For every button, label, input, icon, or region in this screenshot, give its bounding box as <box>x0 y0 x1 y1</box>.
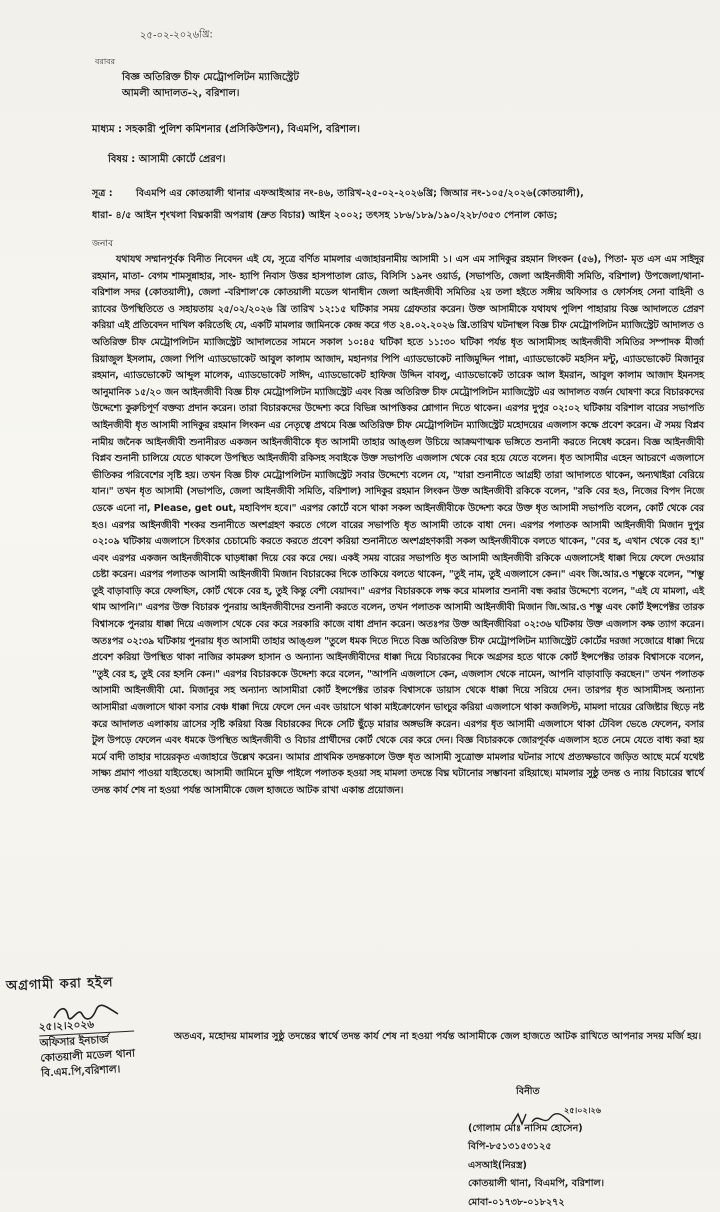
signer-rank: এসআই(নিরস্ত্র) <box>468 1157 604 1176</box>
forwarded-stamp: অগ্রগামী করা হইল <box>6 973 114 998</box>
to-label: বরাবর <box>95 56 115 69</box>
reference-text-1: বিএমপি এর কোতয়ালী থানার এফআইআর নং-৪৬, তারিখ-২৫-০২-২০২৬খ্রি; জিআর নং-১০৫/২০২৬(কোতয়ালী), <box>136 188 584 199</box>
subject-row <box>108 152 225 169</box>
subject-value: আসামী কোর্টে প্রেরণ। <box>139 154 226 165</box>
signoff-label: বিনীত <box>516 1083 604 1102</box>
recipient-line-1: বিজ্ঞ অতিরিক্ত চীফ মেট্রোপলিটন ম্যাজিস্ট্রেট <box>122 70 299 86</box>
document-date: ২৫-০২-২০২৬খ্রি: <box>140 27 213 45</box>
reference-block <box>92 183 702 227</box>
madhyam-value: সহকারী পুলিশ কমিশনার (প্রসিকিউশন), বিএমপি, বরিশাল। <box>125 124 359 135</box>
madhyam-row <box>92 122 360 139</box>
signer-signature-icon <box>510 1110 580 1130</box>
salutation: জনাব <box>92 236 113 251</box>
body-section <box>92 252 704 800</box>
signer-name: (গোলাম মোঃ নাসিম হোসেন) <box>468 1120 604 1139</box>
reference-line-2: ধারা- ৪/৫ আইন শৃংখলা বিঘ্নকারী অপরাধ (দ্রুত বিচার) আইন ২০০২; তৎসহ ১৮৬/১৮৯/১৯০/২২৮/৩৫৩ পেনাল কোড; <box>92 205 702 227</box>
closing-section <box>150 1028 705 1046</box>
body-paragraph: যথাযথ সম্মানপূর্বক বিনীত নিবেদন এই যে, সূত্রে বর্ণিত মামলার এজাহারনামীয় আসামী ১। এস এম সাদিকুর রহমান লিংকন (৫৬), পিতা- মৃত এস এম সাইদুর রহমান, মাতা- বেগম শামসুন্নাহার, সাং- হ্যাপি নিবাস উত্তর হাসপাতাল রোড, বিসিসি ১৯নং ওয়ার্ড, (সভাপতি, জেলা আইনজীবী সমিতি, বরিশাল) উপজেলা/থানা- বরিশাল সদর (কোতয়ালী), জেলা -বরিশাল'কে কোতয়ালী মডেল থানাধীন জেলা আইনজীবী সমিতির ২য় তলা হইতে সঙ্গীয় অফিসার ও ফোর্সসহ সেনা বাহিনী ও র‍্যাবের উপস্থিতিতে ও সহায়তায় ২৫/০২/২০২৬ খ্রি তারিখ ১২:১৫ ঘটিকার সময় গ্রেফতার করেন। উক্ত আসামীকে যথাযথ পুলিশ পাহারায় বিজ্ঞ আদালতে প্রেরণ করিয়া এই প্রতিবেদন দাখিল করিতেছি যে, একটি মামলার জামিনকে কেন্দ্র করে গত ২৪.০২.২০২৬ খ্রি.তারিখ ঘটনাস্থল বিজ্ঞ চীফ মেট্রোপলিটন ম্যাজিস্ট্রেট আদালত ও অতিরিক্ত চীফ মেট্রোপলিটন ম্যাজিস্ট্রেট আদালতের সামনে সকাল ১০:৪৫ ঘটিকা হতে ১১:৩০ ঘটিকা পর্যন্ত ধৃত আসামীসহ আইনজীবী সমিতির সম্পাদক মীর্জা রিয়াজুল ইসলাম, জেলা পিপি এ্যাডভোকেট আবুল কালাম আজাদ, মহানগর পিপি এ্যাডভোকেট নাজিমুদ্দিন পান্না, এ্যাডভোকেট মহসিন মন্টু, এ্যাডভোকেট মিজানুর রহমান, এ্যাডভোকেট আব্দুল মালেক, এ্যাডভোকেট সাঈদ, এ্যাডভোকেট হাফিজ উদ্দিন বাবলু, এ্যাডভোকেট তারেক আল ইমরান, আবুল কালাম আজাদ ইমনসহ আনুমানিক ১৫/২০ জন আইনজীবী বিজ্ঞ চীফ মেট্রোপলিটন ম্যাজিস্ট্রেট এবং বিজ্ঞ অতিরিক্ত চীফ মেট্রোপলিটন ম্যাজিস্ট্রেট এর আদালত বর্জন ঘোষণা করে বিচারকদের উদ্দেশ্যে কুরুচিপূর্ণ বক্তব্য প্রদান করেন। তারা বিচারকদের উদ্দেশ্য করে বিভিন্ন আপত্তিকর শ্লোগান দিতে থাকেন। এরপর দুপুর ০২:০২ ঘটিকায় বরিশাল বারের সভাপতি আইনজীবী ধৃত আসামী সাদিকুর রহমান লিংকন এর নেতৃত্বে প্রথমে বিজ্ঞ অতিরিক্ত চীফ মেট্রোপলিটন ম্যাজিস্ট্রেট মহোদয়ের এজলাস কক্ষে প্রবেশ করেন। ঐ সময় বিপ্লব নামীয় জনৈক আইনজীবী শুনানীরত একজন আইনজীবীকে ধৃত আসামী তাহার আঙ্গুল উচিয়ে আক্রমণাত্মক ভঙ্গিতে শুনানী করতে নিষেধ করেন। বিজ্ঞ আইনজীবী বিপ্লব শুনানী চালিয়ে যেতে থাকলে উপস্থিত আইনজীবী রকিসহ সবাইকে উক্ত সভাপতি এজলাস থেকে বের হয়ে যেতে বলেন। ধৃত আসামীর এহেন আচরণে এজলাসে ভীতিকর পরিবেশের সৃষ্টি হয়। তখন বিজ্ঞ চীফ মেট্রোপলিটন ম্যাজিস্ট্রেট সবার উদ্দেশ্যে বলেন যে, "যারা শুনানীতে আগ্রহী তারা আদালতে থাকেন, অন্যথাইরা বেরিয়ে যান।" তখন ধৃত আসামী (সভাপতি, জেলা আইনজীবী সমিতি, বরিশাল) সাদিকুর রহমান লিংকন উক্ত আইনজীবী রকিকে বলেন, "রকি বের হও, নিজের বিপদ নিজে ডেকে এনো না, Please, get out, মহাবিপদ হবে।" এরপর কোর্টে বসে থাকা সকল আইনজীবীকে উদ্দেশ্য করে উক্ত ধৃত আসামী সভাপতি বলেন, কোর্ট থেকে বের হও। এরপর আইনজীবী শংকর শুনানীতে অংশগ্রহণ করতে গেলে বারের সভাপতি ধৃত আসামী তাকে বাধা দেন। এরপর পলাতক আসামী আইনজীবী মিজান দুপুর ০২:০৯ ঘটিকায় এজলাসে চিৎকার চেচামেচি করতে করতে প্রবেশ করিয়া শুনানীতে অংশগ্রহণকারী সকল আইনজীবীকে বলতে থাকেন, "বের হ, এখান থেকে বের হ।" এবং এরপর একজন আইনজীবীকে ঘাড়ধাক্কা দিয়ে বের করে দেয়। একই সময় বারের সভাপতি ধৃত আসামী আইনজীবী রকিকে এজলাসেই ধাক্কা দিয়ে ফেলে দেওয়ার চেষ্টা করেন। এরপর পলাতক আসামী আইনজীবী মিজান বিচারকের দিকে তাকিয়ে বলতে থাকেন, "তুই নাম, তুই এজলাসে কেন।" এবং জি.আর.ও শম্ভুকে বলেন, "শম্ভু তুই বাড়াবাড়ি করে ফেলছিস, কোর্ট থেকে বের হ, তুই কিন্তু বেশী বেয়াদব।" এরপর বিচারককে লক্ষ করে মামলার শুনানী বন্ধ করার উদ্দেশ্যে বলেন, "এই যে মামলা, এই থাম আপনি।" এরপর উক্ত বিচারক পুনরায় আইনজীবীদের শুনানী করতে বলেন, তখন পলাতক আসামী আইনজীবী মিজান জি.আর.ও শম্ভু এবং কোর্ট ইন্সপেক্টর তারক বিশ্বাসকে পুনরায় ধাক্কা দিয়ে এজলাস থেকে বের করে সরকারি কাজে বাধা প্রদান করেন। অতঃপর উক্ত আইনজীবিরা ০২:৩৬ ঘটিকায় উক্ত এজলাস কক্ষ ত্যাগ করেন। অতঃপর ০২:৩৯ ঘটিকায় পুনরায় ধৃত আসামী তাহার আঙ্গুল "তুলে ধমক দিতে দিতে বিজ্ঞ অতিরিক্ত চীফ মেট্রোপলিটন ম্যাজিস্ট্রেট কোর্টের দরজা সজোরে ধাক্কা দিয়ে প্রবেশ করিয়া উপস্থিত থাকা নাজির কামরুল হাসান ও অন্যান্য আইনজীবীদের ধাক্কা দিয়ে বিচারকের দিকে অগ্রসর হতে থাকে কোর্ট ইন্সপেক্টর তারক বিশ্বাসকে বলেন, "তুই বের হ, তুই বের হসনি কেন।" এরপর বিচারককে উদ্দেশ্য করে বলেন, "আপনি এজলাসে কেন, এজলাস থেকে নামেন, আপনি বাড়াবাড়ি করছেন।" তখন পলাতক আসামী আইনজীবী মো. মিজানুর সহ অন্যান্য আসামীরা কোর্ট ইন্সপেক্টর তারক বিশ্বাসকে ডায়াস থেকে ধাক্কা দিয়ে সরিয়ে দেন। তারপর ধৃত আসামীসহ অন্যান্য আসামীরা এজলাসে থাকা বসার বেঞ্চ ধাক্কা দিয়ে ফেলে দেন এবং ডায়াসে থাকা মাইক্রোফোন ভাংচুর করিয়া এজলাসে থাকা কজলিস্ট, মামলা দায়ের রেজিষ্টার ছিড়ে নষ্ট করে আদালত এলাকায় ত্রাসের সৃষ্টি করিয়া বিজ্ঞ বিচারকের দিকে সেটি ছুঁড়ে মারার অঙ্গভঙ্গি করেন। এরপর ধৃত আসামী এজলাসে থাকা টেবিল ভেঙে ফেলেন, বসার টুল উপড়ে ফেলেন এবং ধমকে উপস্থিত আইনজীবী ও বিচার প্রার্থীদের কোর্ট থেকে বের করে দেন। বিজ্ঞ বিচারককে জোরপূর্বক এজলাস হতে নেমে যেতে বাধ্য করা হয় মর্মে বাদী তাহার দায়েরকৃত এজাহারে উল্লেখ করেন। আমার প্রাথমিক তদন্তকালে উক্ত ধৃত আসামী সুত্রোক্ত মামলার ঘটনার সাথে প্রত্যক্ষভাবে জড়িত আছে মর্মে যথেষ্ট সাক্ষ্য প্রমাণ পাওয়া যাইতেছে। আসামী জামিনে মুক্তি পাইলে পলাতক হওয়া সহ মামলা তদন্তে বিঘ্ন ঘটানোর সম্ভাবনা রহিয়াছে। মামলার সুষ্ঠু তদন্ত ও ন্যায় বিচারের স্বার্থে তদন্ত কার্য শেষ না হওয়া পর্যন্ত আসামীকে জেল হাজতে আটক রাখা একান্ত প্রয়োজন। <box>92 252 704 800</box>
closing-paragraph: অতএব, মহোদয় মামলার সুষ্ঠু তদন্তের স্বার্থে তদন্ত কার্য শেষ না হওয়া পর্যন্ত আসামীকে জেল হাজতে আটক রাখিতে আপনার সদয় মর্জি হয়। <box>150 1028 705 1046</box>
officer-stamp-date: ২৫।২।২০২৬ <box>38 1016 133 1037</box>
officer-stamp <box>38 1016 136 1082</box>
officer-stamp-station: কোতয়ালী মডেল থানা <box>40 1047 135 1067</box>
subject-label: বিষয় : <box>108 154 135 165</box>
reference-label: সূত্র : <box>92 188 113 199</box>
recipient-line-2: আমলী আদালত-২, বরিশাল। <box>122 86 299 102</box>
officer-stamp-unit: বি.এম.পি,বরিশাল। <box>41 1062 136 1082</box>
signature-date: ২৫।০২।২৬ <box>564 1102 604 1120</box>
madhyam-label: মাধ্যম : <box>92 124 122 135</box>
signature-block <box>468 1083 604 1212</box>
signer-bp: বিপি-৮৫১৩১৫৩১২৫ <box>468 1138 604 1157</box>
signer-phone: মোবা-০১৭৩৮-০১৮২৭২ <box>468 1194 604 1212</box>
reference-line-1 <box>92 183 702 205</box>
recipient-address <box>122 70 299 102</box>
signer-station: কোতয়ালী থানা, বিএমপি, বরিশাল। <box>468 1175 604 1194</box>
officer-stamp-title: অফিসার ইনচার্জ <box>39 1032 134 1052</box>
